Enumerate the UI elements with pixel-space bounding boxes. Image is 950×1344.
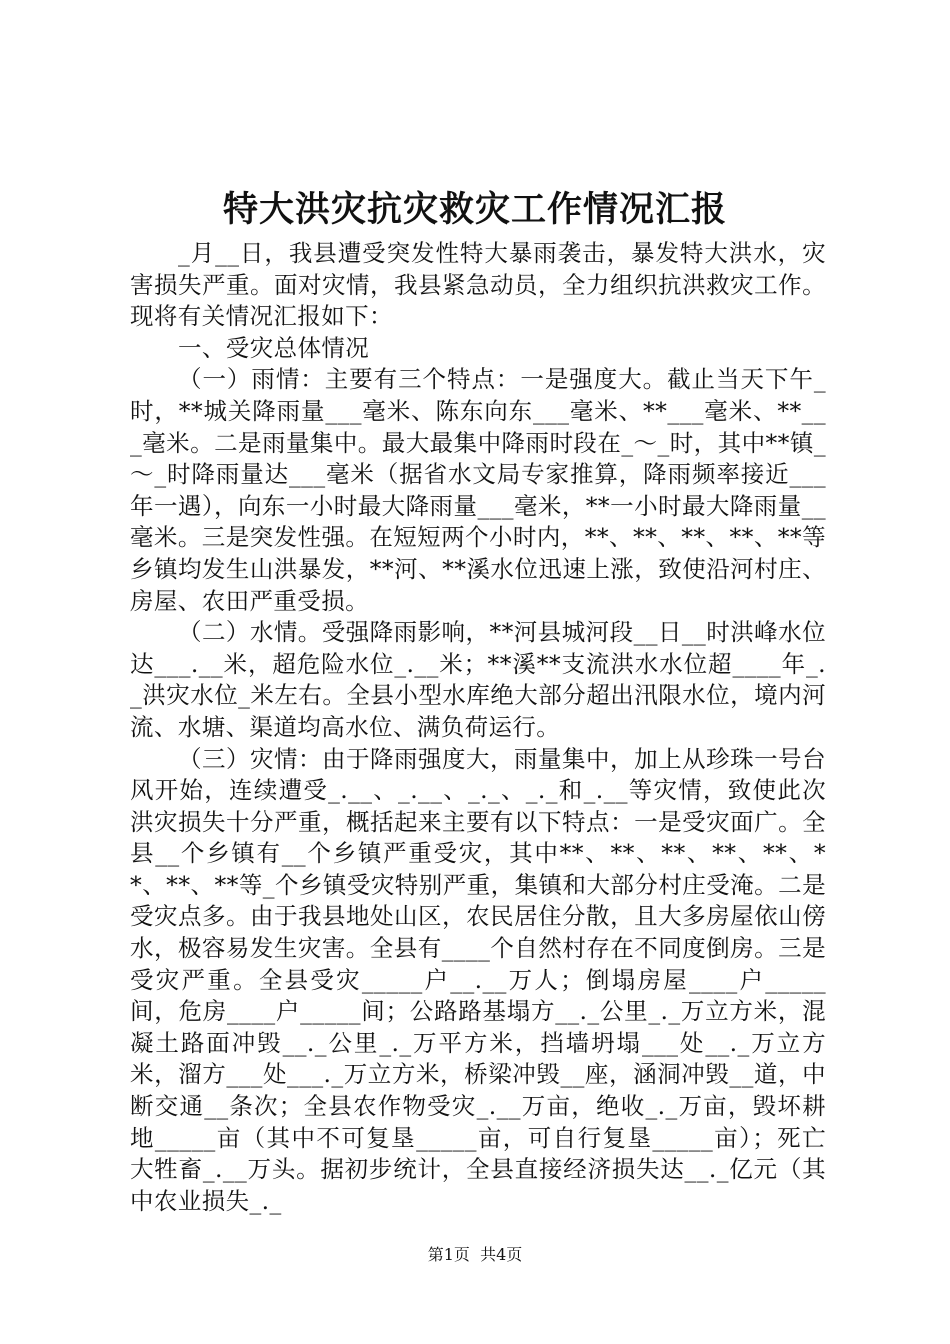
page-total: 共4页 [480,1245,523,1264]
page-footer [0,1244,950,1266]
footer-spacer [470,1245,480,1264]
page-number: 第1页 [427,1245,470,1264]
document-title: 特大洪灾抗灾救灾工作情况汇报 [222,189,727,230]
document-body [130,238,826,1217]
section-heading: 一、受灾总体情况 [178,333,370,362]
water-paragraph: （二）水情。受强降雨影响，**河县城河段__日__时洪峰水位达___.__米，超危险水位_.__米；**溪**支流洪水水位超____年_._洪灾水位_米左右。全县小型水库绝大部分超出汛限水位，境内河流、水塘、渠道均高水位、满负荷运行。 [130,618,826,741]
intro-paragraph: _月__日，我县遭受突发性特大暴雨袭击，暴发特大洪水，灾害损失严重。面对灾情，我县紧急动员，全力组织抗洪救灾工作。现将有关情况汇报如下： [130,239,826,331]
disaster-paragraph: （三）灾情：由于降雨强度大，雨量集中，加上从珍珠一号台风开始，连续遭受_.__、_.__、_._、_._和_.__等灾情，致使此次洪灾损失十分严重，概括起来主要有以下特点：一是受灾面广。全县__个乡镇有__个乡镇严重受灾，其中**、**、**、**、**、**、**、**等_个乡镇受灾特别严重，集镇和大部分村庄受淹。二是受灾点多。由于我县地处山区，农民居住分散，且大多房屋依山傍水，极容易发生灾害。全县有____个自然村存在不同度倒房。三是受灾严重。全县受灾_____户__.__万人；倒塌房屋____户_____间，危房____户_____间；公路路基塌方__._公里_._万立方米，混凝土路面冲毁__._公里_._万平方米，挡墙坍塌___处__._万立方米，溜方___处___._万立方米，桥梁冲毁__座，涵洞冲毁__道，中断交通__条次；全县农作物受灾_.__万亩，绝收_._万亩，毁坏耕地_____亩（其中不可复垦_____亩，可自行复垦_____亩）；死亡大牲畜_.__万头。据初步统计，全县直接经济损失达__._亿元（其中农业损失_._ [130,744,826,1215]
rain-paragraph: （一）雨情：主要有三个特点：一是强度大。截止当天下午_时，**城关降雨量___毫米、陈东向东___毫米、**___毫米、**___毫米。二是雨量集中。最大最集中降雨时段在_～_时，其中**镇_～_时降雨量达___毫米（据省水文局专家推算，降雨频率接近___年一遇），向东一小时最大降雨量___毫米，**一小时最大降雨量__毫米。三是突发性强。在短短两个小时内，**、**、**、**、**等乡镇均发生山洪暴发，**河、**溪水位迅速上涨，致使沿河村庄、房屋、农田严重受损。 [130,365,826,615]
